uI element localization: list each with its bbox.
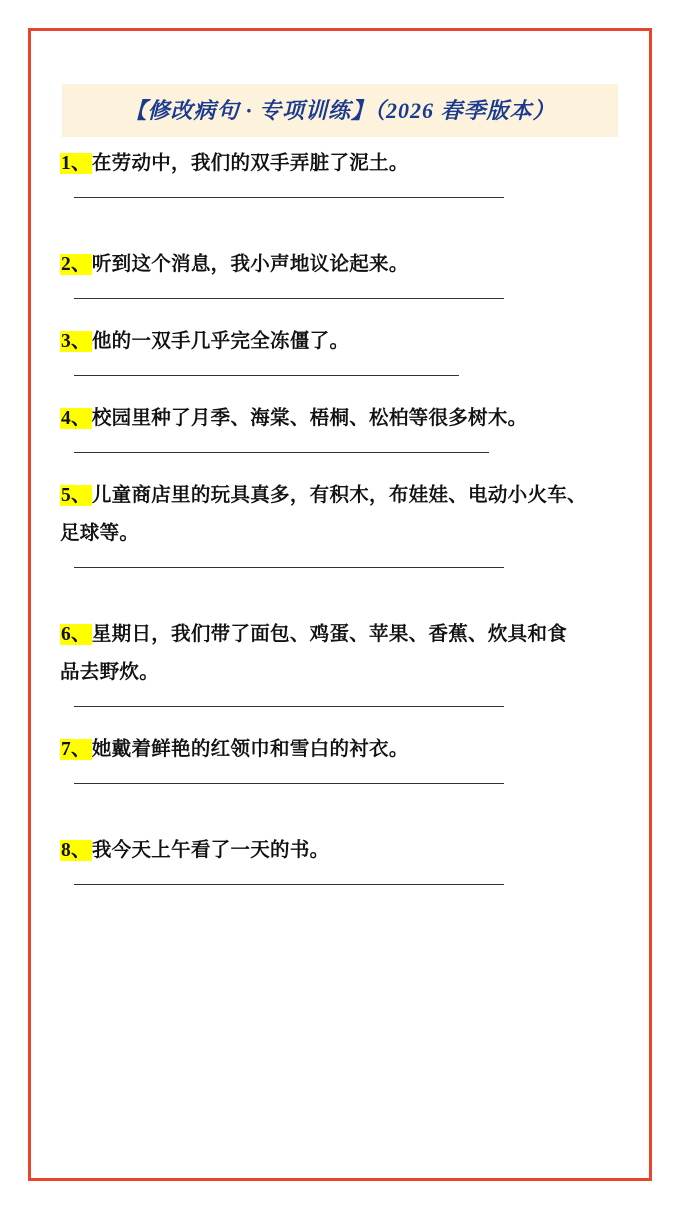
question-sentence: 校园里种了月季、海棠、梧桐、松柏等很多树木。 (91, 408, 528, 430)
question-list (58, 145, 622, 909)
question-sentence: 听到这个消息，我小声地议论起来。 (91, 254, 409, 276)
question-sentence: 她戴着鲜艳的红领巾和雪白的衬衣。 (91, 739, 409, 761)
answer-write-line[interactable] (74, 298, 504, 299)
question-item (60, 145, 620, 246)
answer-write-line[interactable] (74, 452, 489, 453)
question-text-line (60, 731, 620, 769)
spacer (60, 721, 620, 731)
question-number: 8、 (61, 840, 91, 862)
question-number: 5、 (61, 485, 91, 507)
question-sentence: 星期日，我们带了面包、鸡蛋、苹果、香蕉、炊具和食 (91, 624, 568, 646)
question-text-line (60, 246, 620, 284)
question-number: 6、 (61, 624, 91, 646)
question-text-line (60, 616, 620, 654)
question-sentence: 我今天上午看了一天的书。 (91, 840, 330, 862)
question-text-line (60, 477, 620, 515)
spacer (60, 390, 620, 400)
spacer (60, 899, 620, 909)
answer-write-line[interactable] (74, 197, 504, 198)
question-item (60, 477, 620, 616)
question-text-line (60, 145, 620, 183)
question-item (60, 323, 620, 400)
spacer (60, 212, 620, 246)
question-number: 2、 (61, 254, 91, 276)
question-item (60, 616, 620, 731)
question-sentence: 儿童商店里的玩具真多，有积木，布娃娃、电动小火车、 (91, 485, 587, 507)
question-sentence: 足球等。 (60, 523, 140, 545)
answer-write-line[interactable] (74, 375, 459, 376)
question-item (60, 400, 620, 477)
page-title: 【修改病句 · 专项训练】（2026 春季版本） (124, 98, 556, 123)
question-text-line (60, 832, 620, 870)
question-text-line (60, 323, 620, 361)
question-item (60, 246, 620, 323)
answer-write-line[interactable] (74, 567, 504, 568)
answer-write-line[interactable] (74, 783, 504, 784)
spacer (60, 798, 620, 832)
spacer (60, 313, 620, 323)
question-number: 1、 (61, 153, 91, 174)
question-text-line (60, 400, 620, 438)
answer-write-line[interactable] (74, 706, 504, 707)
worksheet-content (28, 28, 652, 929)
worksheet-title-band (62, 84, 618, 137)
question-number: 7、 (61, 739, 91, 761)
spacer (60, 467, 620, 477)
question-text-line (60, 654, 620, 692)
question-sentence: 品去野炊。 (60, 662, 160, 684)
question-number: 3、 (61, 331, 91, 353)
question-item (60, 832, 620, 909)
question-text-line (60, 515, 620, 553)
answer-write-line[interactable] (74, 884, 504, 885)
spacer (60, 582, 620, 616)
question-sentence: 在劳动中，我们的双手弄脏了泥土。 (91, 153, 409, 174)
question-sentence: 他的一双手几乎完全冻僵了。 (91, 331, 350, 353)
question-number: 4、 (61, 408, 91, 430)
question-item (60, 731, 620, 832)
